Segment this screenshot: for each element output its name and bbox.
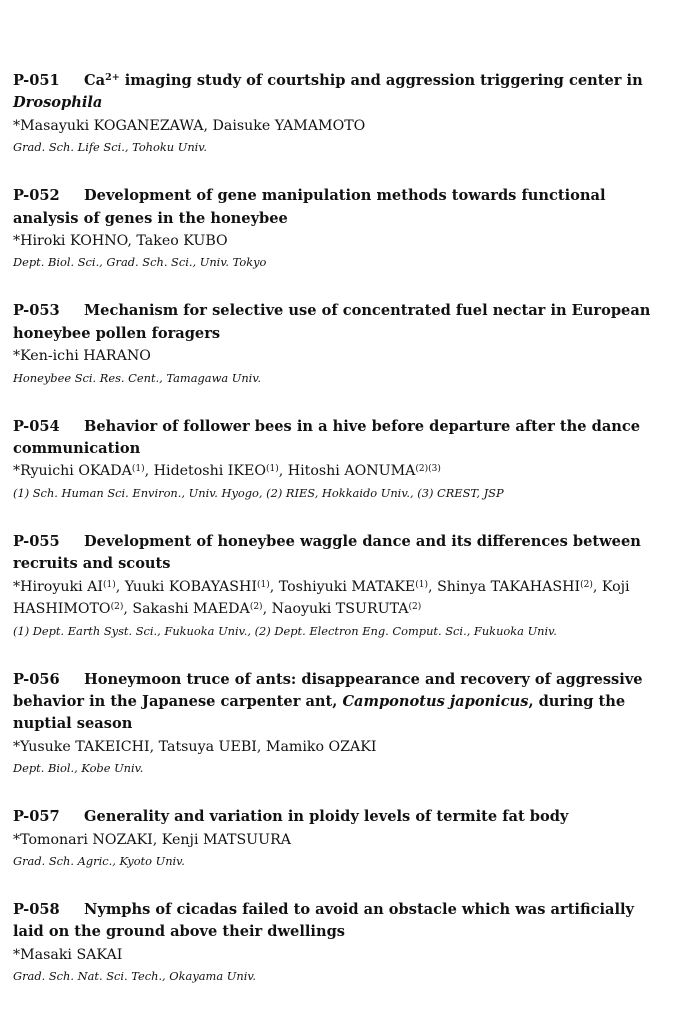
entry-id: P-055 [13,532,60,550]
entry-title: P-056 Honeymoon truce of ants: disappearance and recovery of aggressive behavior in the Japanese carpenter ant, Camponotus japonicus, during the nuptial season [13,670,643,733]
entry-authors: *Ken-ichi HARANO [13,348,151,365]
entry-affiliation: Dept. Biol. Sci., Grad. Sch. Sci., Univ. Tokyo [13,255,267,270]
abstract-list [13,70,653,986]
entry-affiliation: Grad. Sch. Agric., Kyoto Univ. [13,853,185,868]
entry-id: P-051 [13,72,60,89]
entry-p052 [13,185,653,272]
entry-p056 [13,669,653,779]
entry-p057 [13,806,653,871]
entry-title: P-051 $Ca^{2+}$ imaging study of courtship and aggression triggering center in Drosophila [13,72,643,112]
entry-authors: *Yusuke TAKEICHI, Tatsuya UEBI, Mamiko OZAKI [13,738,377,755]
entry-id: P-057 [13,808,60,826]
entry-p054 [13,416,653,503]
entry-authors: *Ryuichi OKADA$^{(1)}$, Hidetoshi IKEO$^{(1)}$, Hitoshi AONUMA$^{(2)(3)}$ [13,463,441,480]
entry-p058 [13,899,653,986]
entry-title: P-057 Generality and variation in ploidy levels of termite fat body [13,806,653,828]
entry-p053 [13,300,653,387]
entry-id: P-058 [13,900,60,918]
entry-id: P-056 [13,670,60,688]
entry-authors: *Masayuki KOGANEZAWA, Daisuke YAMAMOTO [13,117,366,134]
entry-title: P-052 Development of gene manipulation methods towards functional analysis of genes in the honeybee [13,187,606,227]
entry-id: P-054 [13,417,60,435]
entry-id: P-052 [13,187,60,205]
entry-title: P-055 Development of honeybee waggle dance and its differences between recruits and scouts [13,532,641,573]
entry-affiliation: Grad. Sch. Life Sci., Tohoku Univ. [13,140,208,155]
entry-affiliation: Grad. Sch. Nat. Sci. Tech., Okayama Univ. [13,969,257,984]
entry-affiliation: (1) Sch. Human Sci. Environ., Univ. Hyogo, (2) RIES, Hokkaido Univ., (3) CREST, JSP [13,485,504,500]
entry-authors: *Tomonari NOZAKI, Kenji MATSUURA [13,831,292,848]
entry-title: P-054 Behavior of follower bees in a hive before departure after the dance communication [13,417,641,458]
entry-title: P-053 Mechanism for selective use of concentrated fuel nectar in European honeybee pollen foragers [13,302,651,342]
entry-authors: *Hiroki KOHNO, Takeo KUBO [13,233,228,250]
entry-p055 [13,531,653,641]
entry-affiliation: Honeybee Sci. Res. Cent., Tamagawa Univ. [13,370,262,385]
entry-authors: *Hiroyuki AI$^{(1)}$, Yuuki KOBAYASHI$^{(1)}$, Toshiyuki MATAKE$^{(1)}$, Shinya TAKAHASHI$^{(2)}$, Koji HASHIMOTO$^{(2)}$, Sakashi MAEDA$^{(2)}$, Naoyuki TSURUTA$^{(2)}$ [13,578,630,618]
entry-id: P-053 [13,302,60,320]
entry-p051 [13,70,653,157]
entry-affiliation: Dept. Biol., Kobe Univ. [13,761,144,776]
entry-authors: *Masaki SAKAI [13,946,123,963]
entry-title: P-058 Nymphs of cicadas failed to avoid an obstacle which was artificially laid on the ground above their dwellings [13,900,635,941]
entry-affiliation: (1) Dept. Earth Syst. Sci., Fukuoka Univ., (2) Dept. Electron Eng. Comput. Sci., Fukuoka Univ. [13,623,557,638]
